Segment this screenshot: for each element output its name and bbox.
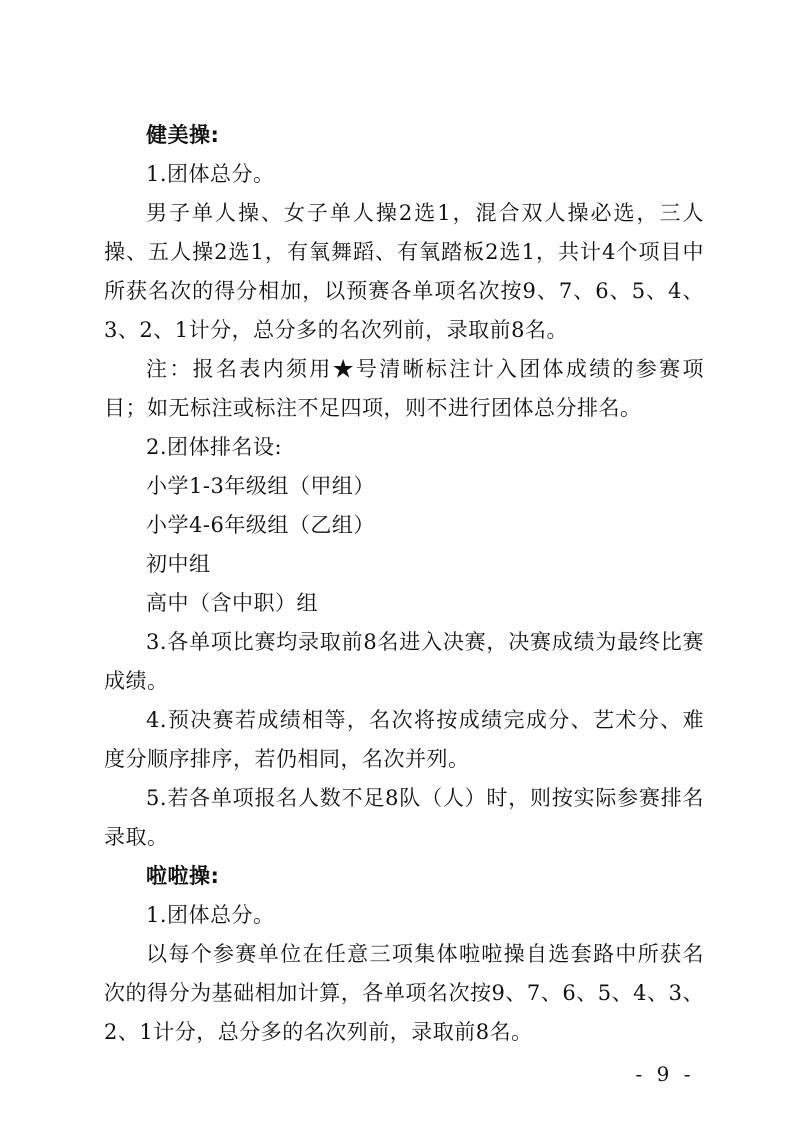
aerobics-item-1: 1.团体总分。	[146, 162, 275, 186]
group-primary-1-3: 小学1-3年级组（甲组）	[146, 474, 375, 498]
group-primary-4-6: 小学4-6年级组（乙组）	[146, 513, 375, 537]
cheerleading-heading: 啦啦操:	[146, 864, 220, 888]
aerobics-note: 注：报名表内须用★号清晰标注计入团体成绩的参赛项目；如无标注或标注不足四项，则不进行团体总分排名。	[104, 357, 704, 420]
cheerleading-item-1-body: 以每个参赛单位在任意三项集体啦啦操自选套路中所获名次的得分为基础相加计算，各单项名次按9、7、6、5、4、3、2、1计分，总分多的名次列前，录取前8名。	[104, 942, 704, 1044]
aerobics-item-5: 5.若各单项报名人数不足8队（人）时，则按实际参赛排名录取。	[104, 786, 704, 849]
aerobics-item-2: 2.团体排名设:	[146, 435, 283, 459]
cheerleading-item-1: 1.团体总分。	[146, 903, 275, 927]
aerobics-item-1-body: 男子单人操、女子单人操2选1，混合双人操必选，三人操、五人操2选1，有氧舞蹈、有氧踏板2选1，共计4个项目中所获名次的得分相加，以预赛各单项名次按9、7、6、5、4、3、2、1计分，总分多的名次列前，录取前8名。	[104, 201, 704, 342]
group-junior-high: 初中组	[146, 552, 211, 576]
aerobics-item-3: 3.各单项比赛均录取前8名进入决赛，决赛成绩为最终比赛成绩。	[104, 630, 704, 693]
group-senior-high: 高中（含中职）组	[146, 591, 318, 615]
page-number: - 9 -	[635, 1062, 695, 1086]
aerobics-heading: 健美操:	[146, 123, 220, 147]
document-body	[104, 116, 704, 1052]
aerobics-item-4: 4.预决赛若成绩相等，名次将按成绩完成分、艺术分、难度分顺序排序，若仍相同，名次并列。	[104, 708, 704, 771]
